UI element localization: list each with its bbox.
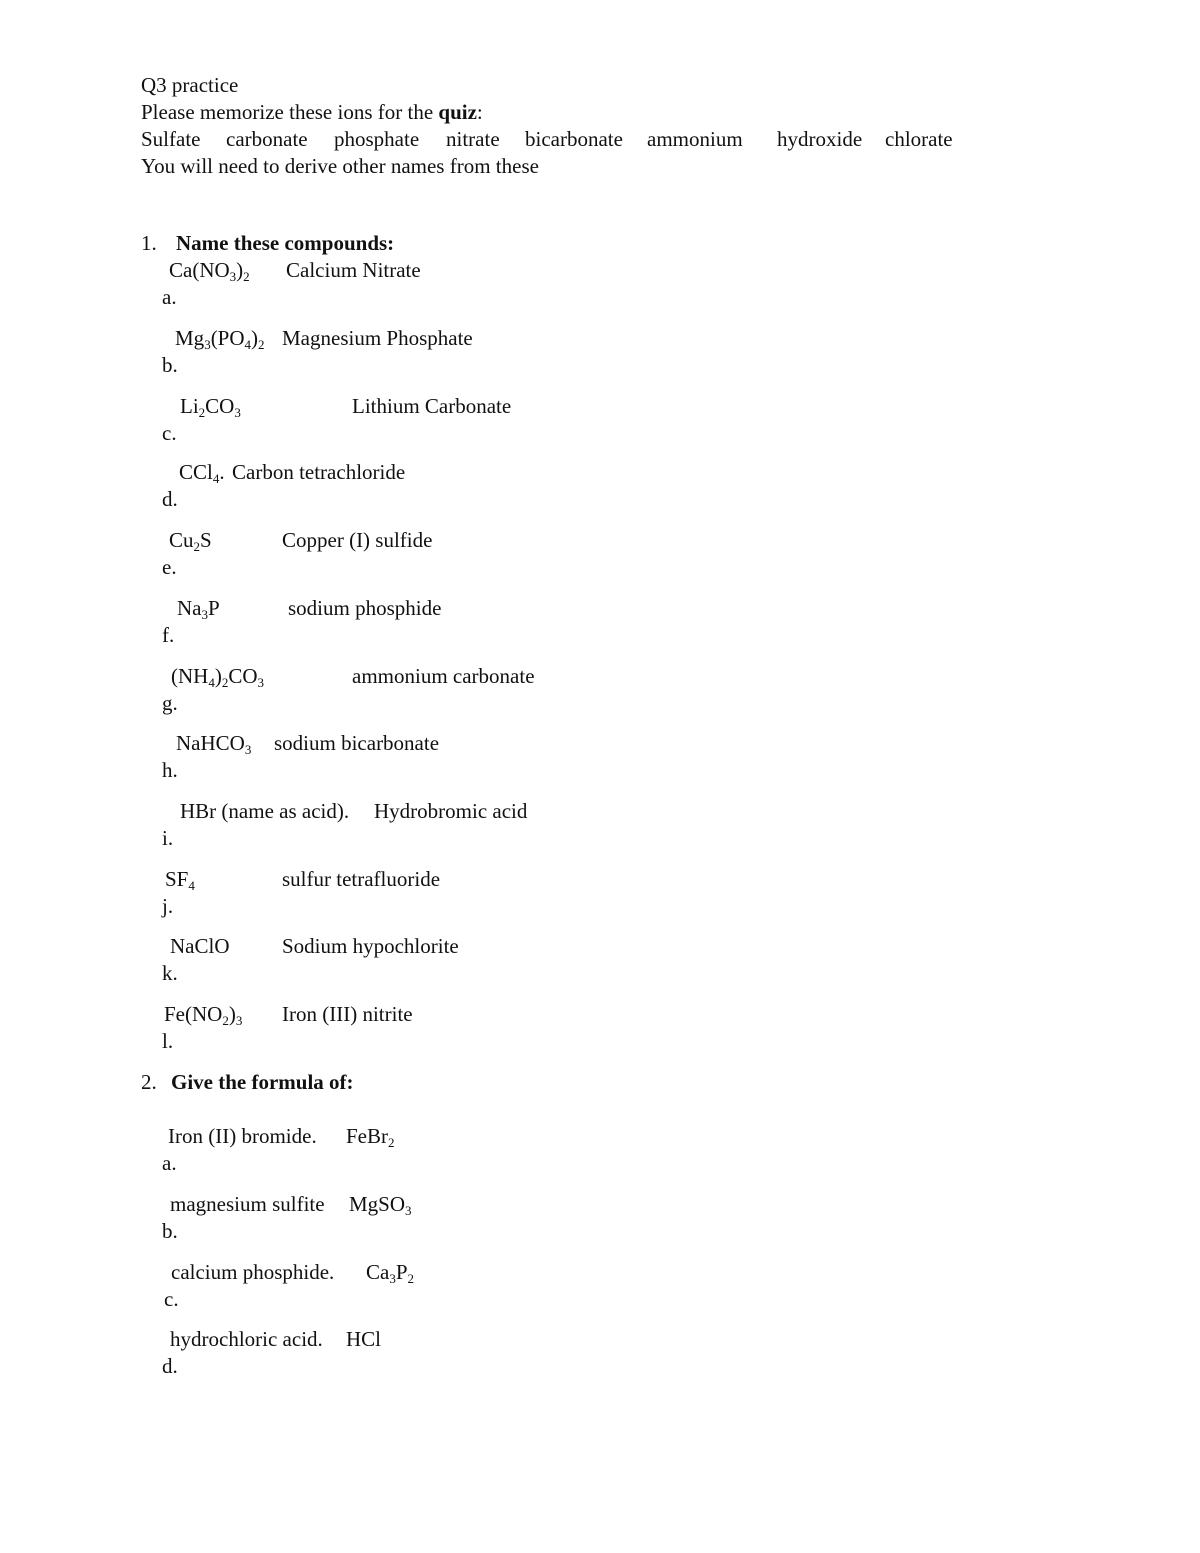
item-formula: $Ca_3P_2$: [366, 1260, 415, 1286]
ion-item: Sulfate: [141, 127, 201, 151]
ion-item: hydroxide: [777, 127, 863, 151]
ion-item: phosphate: [334, 127, 420, 151]
memorize-prefix: Please memorize these ions for the: [141, 100, 439, 124]
ion-item: nitrate: [446, 127, 500, 151]
ion-list: [141, 126, 963, 153]
document-title: Q3 practice: [141, 73, 239, 97]
item-formula: $SF_4$: [165, 867, 195, 893]
item-name: Iron (II) bromide.: [168, 1124, 317, 1148]
item-answer: ammonium carbonate: [352, 664, 535, 688]
item-name: hydrochloric acid.: [170, 1327, 323, 1351]
item-answer: Carbon tetrachloride: [232, 460, 406, 484]
item-answer: Calcium Nitrate: [286, 258, 421, 282]
item-formula: $Na_3P$: [177, 596, 220, 622]
section-2-heading: [141, 1069, 354, 1096]
item-letter: g.: [162, 691, 178, 715]
item-letter: d.: [162, 1354, 178, 1378]
item-formula: NaHCO$_3$: [176, 731, 252, 757]
item-formula: HCl: [346, 1327, 382, 1351]
item-letter: k.: [162, 961, 178, 985]
item-formula: $Li_2CO_3$: [180, 394, 241, 420]
item-letter: b.: [162, 1219, 178, 1243]
item-formula: HBr (name as acid).: [180, 799, 350, 823]
item-letter: e.: [162, 555, 177, 579]
ion-item: chlorate: [885, 127, 953, 151]
item-formula: FeBr$_2$: [346, 1124, 395, 1150]
item-letter: a.: [162, 285, 177, 309]
section-2-title: Give the formula of:: [171, 1070, 354, 1094]
item-answer: sulfur tetrafluoride: [282, 867, 441, 891]
item-answer: sodium phosphide: [288, 596, 442, 620]
item-letter: a.: [162, 1151, 177, 1175]
section-1-number: 1.: [141, 231, 157, 255]
item-formula: $Mg_3(PO_4)_2$: [175, 326, 265, 352]
item-answer: Copper (I) sulfide: [282, 528, 433, 552]
item-answer: Hydrobromic acid: [374, 799, 528, 823]
item-formula: $Ca(NO_3)_2$: [169, 258, 250, 284]
item-letter: j.: [162, 894, 174, 918]
item-name: calcium phosphide.: [171, 1260, 335, 1284]
memorize-suffix: :: [476, 100, 483, 124]
section-1-heading: [141, 230, 395, 257]
item-formula: NaClO: [170, 934, 230, 958]
item-letter: b.: [162, 353, 178, 377]
item-letter: c.: [164, 1287, 179, 1311]
section-1-title: Name these compounds:: [176, 231, 395, 255]
item-answer: sodium bicarbonate: [274, 731, 440, 755]
ion-item: carbonate: [226, 127, 308, 151]
item-answer: Magnesium Phosphate: [282, 326, 473, 350]
item-letter: i.: [162, 826, 174, 850]
section-2-number: 2.: [141, 1070, 157, 1094]
item-answer: Iron (III) nitrite: [282, 1002, 413, 1026]
item-letter: f.: [162, 623, 175, 647]
item-letter: h.: [162, 758, 178, 782]
memorize-instruction: [141, 99, 483, 126]
memorize-bold-word: quiz: [438, 100, 477, 124]
item-answer: Sodium hypochlorite: [282, 934, 459, 958]
item-formula: $(NH_4)_2CO_3$: [171, 664, 265, 690]
item-formula: $Fe(NO_2)_3$: [164, 1002, 243, 1028]
item-letter: d.: [162, 487, 178, 511]
ion-item: bicarbonate: [525, 127, 623, 151]
question-2d: [141, 1326, 382, 1461]
item-letter: c.: [162, 421, 177, 445]
item-formula: $Cu_2S$: [169, 528, 212, 554]
item-name: magnesium sulfite: [170, 1192, 325, 1216]
item-formula: MgSO$_3$: [349, 1192, 412, 1218]
ion-item: ammonium: [647, 127, 743, 151]
item-letter: l.: [162, 1029, 174, 1053]
item-formula: CCl$_4$.: [179, 460, 225, 486]
item-answer: Lithium Carbonate: [352, 394, 512, 418]
derive-note: You will need to derive other names from these: [141, 154, 539, 178]
